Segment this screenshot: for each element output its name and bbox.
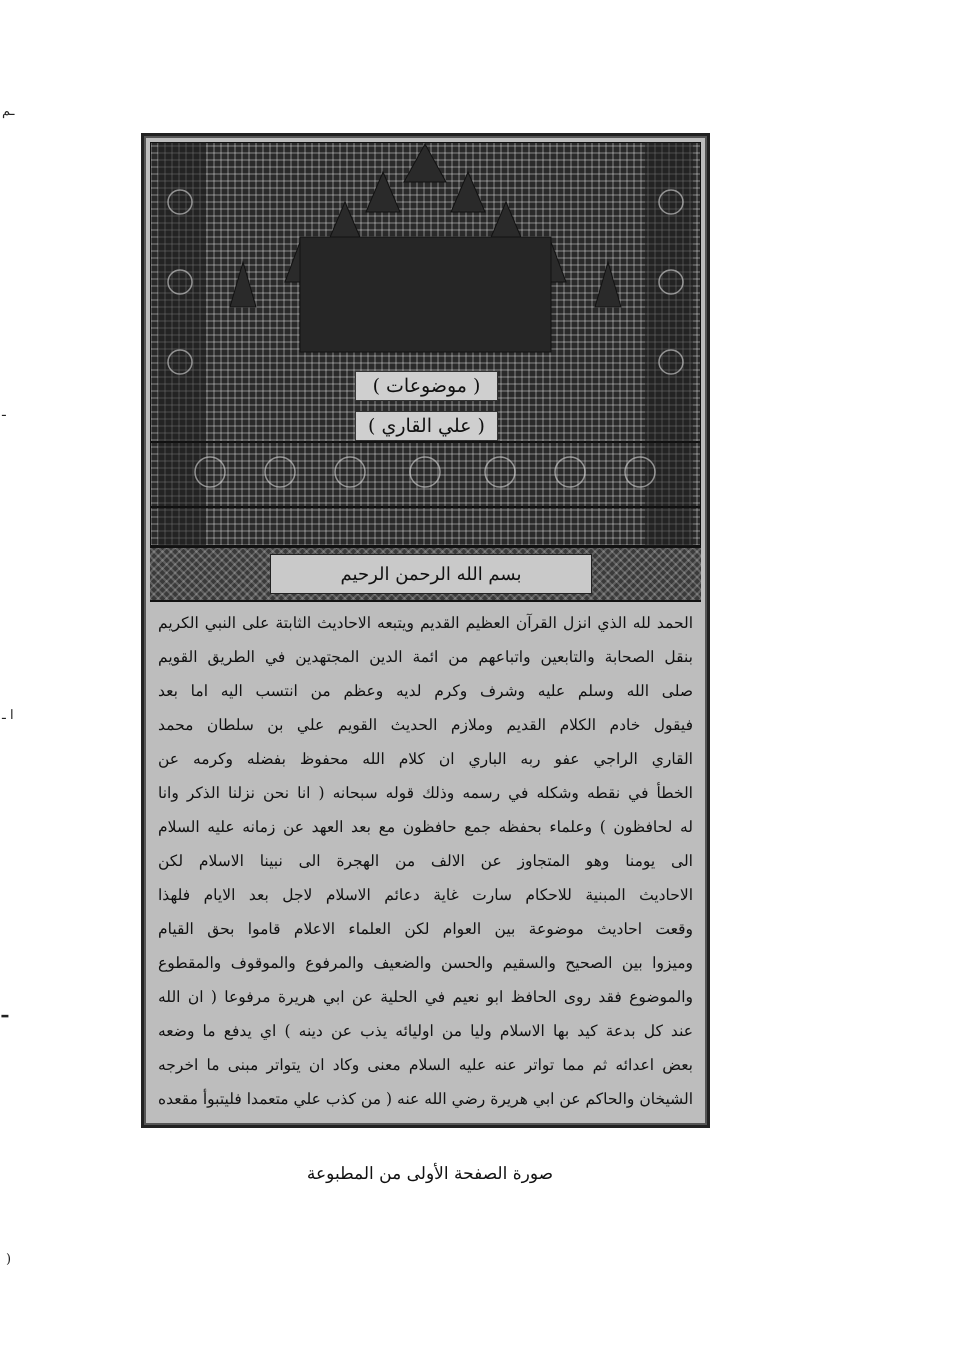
- text-line: الاحاديث المبنية للاحكام سارت غاية دعائم الاسلام لاجل بعد الايام فلهذا: [158, 886, 693, 904]
- margin-mark-lower: ـ: [2, 998, 8, 1022]
- text-line: الخطأ في نقطه وشكله في رسمه وذلك قوله سبحانه ( انا نحن نزلنا الذكر وانا: [158, 784, 693, 802]
- text-line: القاري الراجي عفو ربه الباري ان كلام الله محفوظ بفضله وكرمه عن: [158, 750, 693, 768]
- text-line: بنقل الصحابة والتابعين واتباعهم من ائمة الدين المجتهدين في الطريق القويم: [158, 648, 693, 666]
- book-title-line-2: ( علي القاري ): [355, 411, 498, 441]
- text-line: والموضوع فقد روى الحافظ ابو نعيم في الحلية عن ابي هريرة مرفوعا ( ان الله: [158, 988, 693, 1006]
- text-line: وقعت احاديث موضوعة بين العوام لكن العلماء الاعلام قاموا بحق القيام: [158, 920, 693, 938]
- text-line: بعض اعدائه ثم مما تواتر عنه عليه السلام معنى وكاد ان يتواتر مبنى ما اخرجه: [158, 1056, 693, 1074]
- text-line: عند كل بدعة كيد بها الاسلام وليا من اوليائه يذب عن دينه ) اي يدفع ما وضعه: [158, 1022, 693, 1040]
- basmala-text: بسم الله الرحمن الرحيم: [270, 554, 592, 594]
- manuscript-page-image: [141, 133, 710, 1128]
- figure-caption: صورة الصفحة الأولى من المطبوعة: [306, 1164, 554, 1184]
- margin-mark-middle: ا ـ: [2, 708, 14, 723]
- body-text-block: [158, 606, 693, 1116]
- text-line: الشيخان والحاكم عن ابي هريرة رضي الله عنه ( من كذب علي متعمدا فليتبوأ مقعده: [158, 1090, 693, 1108]
- margin-mark-upper: ـ: [2, 405, 6, 420]
- ornament-pattern: [150, 142, 701, 546]
- text-line: الى يومنا وهو المتجاوز عن الالف من الهجرة الى نبينا الاسلام لكن: [158, 852, 693, 870]
- text-line: له لحافظون ) وعلماء بحفظه جمع حافظون مع بعد العهد عن زمانه عليه السلام: [158, 818, 693, 836]
- basmala-banner: [150, 546, 701, 602]
- text-line: فيقول خادم الكلام القديم وملازم الحديث القويم علي بن سلطان محمد: [158, 716, 693, 734]
- text-line: وميزوا بين الصحيح والسقيم والحسن والضعيف والمرفوع والموقوف والمقطوع: [158, 954, 693, 972]
- text-line: الحمد لله الذي انزل القرآن العظيم القديم ويتبعه الاحاديث الثابتة على النبي الكريم: [158, 614, 693, 632]
- book-title-line-1: ( موضوعات ): [355, 371, 498, 401]
- margin-mark-bottom: ): [6, 1252, 12, 1267]
- margin-mark-top: ـم: [2, 104, 15, 119]
- text-line: صلى الله وسلم عليه وشرف وكرم لديه وعظم من انتسب اليه اما بعد: [158, 682, 693, 700]
- ornamental-header: [150, 142, 701, 546]
